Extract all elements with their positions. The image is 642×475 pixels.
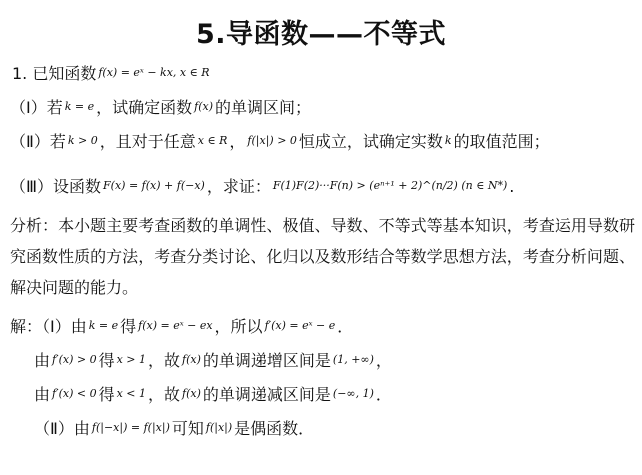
sol4-label: （Ⅱ）由 [34,419,90,438]
question-part-2 [10,130,550,153]
part2-formula-f: f(|x|) > 0 [247,134,297,147]
part1-formula-f: f(x) [194,100,213,113]
sol3-formula-x: x < 1 [116,387,147,400]
sol4-formula-f: f(|x|) [205,421,233,434]
sol2-formula-interval: (1, +∞) [332,353,374,366]
page-title: 5.导函数——不等式 [195,19,447,50]
sol4-text: 可知 [171,419,204,438]
sol3-formula-f: f(x) [182,387,201,400]
part2-formula-kvar: k [444,134,452,147]
part3-formula-product: F(1)F(2)···F(n) > (eⁿ⁺¹ + 2)^(n/2) (n ∈ N*) [272,179,508,192]
sol3-text-0: 由 [34,385,51,404]
sol3-formula-fprime: f′(x) < 0 [52,387,97,400]
sol2-text-2: ，故 [148,351,181,370]
part2-text-2: ， [229,132,246,151]
question-stem [12,62,212,85]
sol4-suffix: 是偶函数． [234,419,315,438]
part2-suffix: 的取值范围； [453,132,550,151]
sol2-text-1: 得 [98,351,115,370]
sol2-suffix: ， [375,351,392,370]
part1-suffix: 的单调区间； [215,98,312,117]
part2-formula-x: x ∈ R [197,134,228,147]
part2-formula-k: k > 0 [67,134,98,147]
sol2-formula-x: x > 1 [116,353,147,366]
sol3-text-2: ，故 [148,385,181,404]
question-part-1 [10,96,311,119]
solution-line-2 [34,349,392,372]
solution-line-4 [34,417,314,440]
solution-line-1 [10,315,353,338]
sol1-label: 解：（Ⅰ）由 [10,317,87,336]
sol4-formula-even: f(|−x|) = f(|x|) [91,421,170,434]
part1-text: ，试确定函数 [96,98,193,117]
sol2-text-0: 由 [34,351,51,370]
part2-text-1: ，且对于任意 [99,132,196,151]
sol1-formula-k: k = e [88,319,119,332]
part1-label: （Ⅰ）若 [10,98,63,117]
sol2-text-3: 的单调递增区间是 [202,351,331,370]
solution-line-3 [34,383,392,406]
stem-text: 1. 已知函数 [12,64,97,83]
sol2-formula-f: f(x) [182,353,201,366]
sol3-text-1: 得 [98,385,115,404]
sol3-text-3: 的单调递减区间是 [202,385,331,404]
part3-label: （Ⅲ）设函数 [10,177,102,196]
sol1-suffix: ． [337,317,354,336]
sol1-formula-f: f(x) = eˣ − ex [138,319,213,332]
analysis-paragraph: 分析：本小题主要考查函数的单调性、极值、导数、不等式等基本知识，考查运用导数研究函数性质的方法，考查分类讨论、化归以及数形结合等数学思想方法，考查分析问题、解决问题的能力。 [10,216,635,297]
sol3-formula-interval: (−∞, 1) [332,387,374,400]
part3-text: ，求证： [206,177,271,196]
stem-formula: f(x) = eˣ − kx, x ∈ R [98,66,210,79]
part2-text-3: 恒成立，试确定实数 [298,132,443,151]
part1-formula-k: k = e [64,100,95,113]
sol2-formula-fprime: f′(x) > 0 [52,353,97,366]
sol1-text-2: ，所以 [214,317,263,336]
question-part-3 [10,175,514,198]
sol1-formula-fprime: f′(x) = eˣ − e [264,319,336,332]
part2-label: （Ⅱ）若 [10,132,66,151]
part3-formula-F: F(x) = f(x) + f(−x) [103,179,205,192]
sol1-text-1: 得 [120,317,137,336]
part3-suffix: . [509,177,515,196]
sol3-suffix: ． [375,385,392,404]
